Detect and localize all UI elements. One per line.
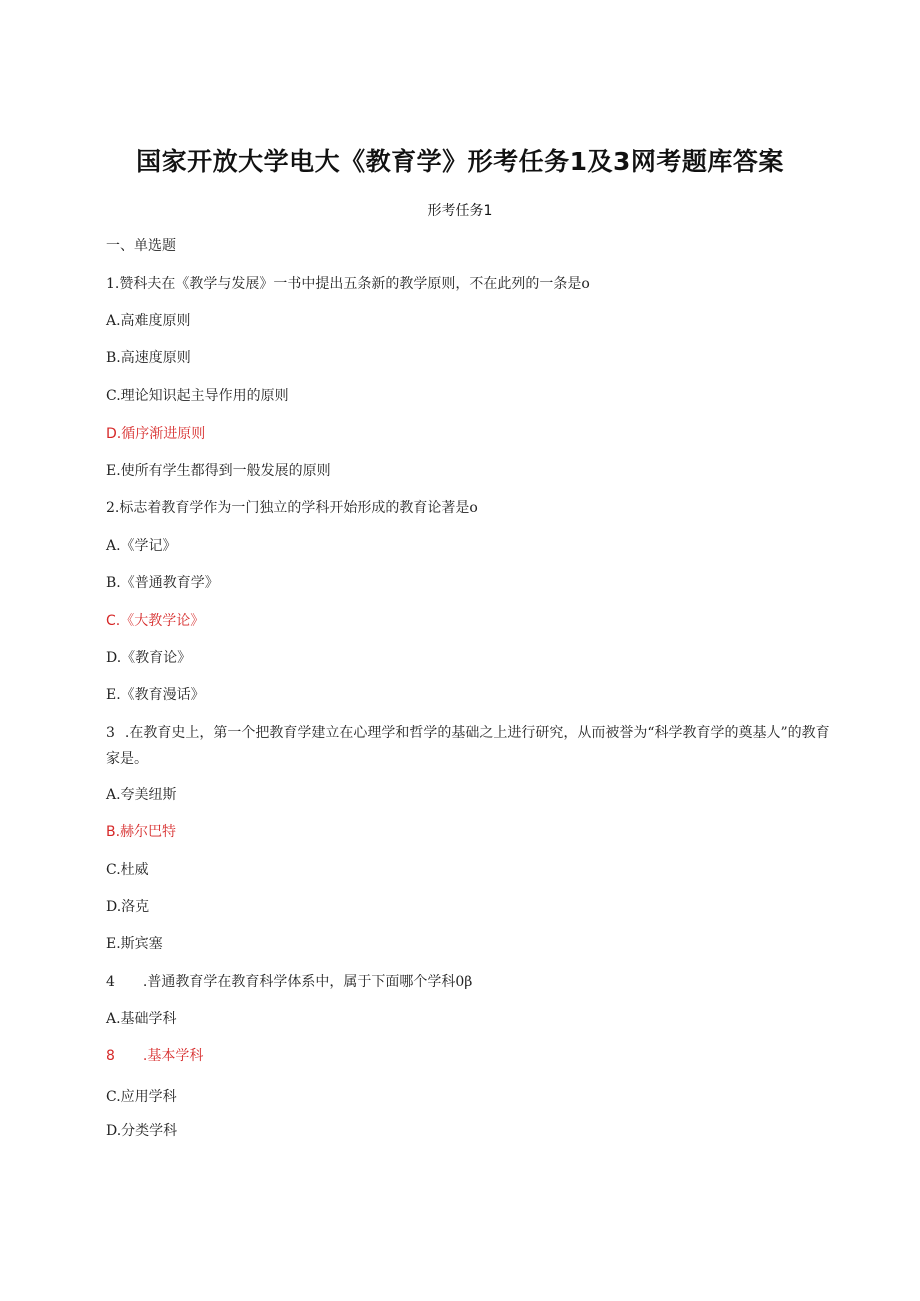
q1-option-b: B.高速度原则: [106, 350, 191, 366]
q2-option-a: A.《学记》: [106, 538, 177, 554]
q4-option-b-number: 8: [106, 1048, 115, 1064]
question-3-number: 3: [106, 725, 115, 741]
question-3-text: .在教育史上，第一个把教育学建立在心理学和哲学的基础之上进行研究，从而被誉为“科学教育学的奠基人”的教育家是。: [106, 725, 830, 767]
question-2-stem: 2.标志着教育学作为一门独立的学科开始形成的教育论著是o: [106, 500, 478, 516]
q3-option-a: A.夸美纽斯: [106, 787, 177, 803]
q4-option-b-text: .基本学科: [142, 1048, 204, 1064]
q1-option-a: A.高难度原则: [106, 313, 191, 329]
q3-option-e: E.斯宾塞: [106, 936, 163, 952]
document-title: 国家开放大学电大《教育学》形考任务1及3网考题库答案: [136, 147, 784, 176]
question-3-stem: [106, 720, 836, 772]
q2-option-e: E.《教育漫话》: [106, 687, 205, 703]
question-4-text: .普通教育学在教育科学体系中，属于下面哪个学科0β: [142, 974, 473, 990]
q1-option-d-correct: D.循序渐进原则: [106, 426, 206, 442]
q3-option-c: C.杜威: [106, 862, 149, 878]
q3-option-d: D.洛克: [106, 899, 150, 915]
question-4-stem: [106, 972, 472, 992]
question-1-stem: 1.赞科夫在《教学与发展》一书中提出五条新的教学原则，不在此列的一条是o: [106, 276, 590, 292]
q4-option-d: D.分类学科: [106, 1123, 178, 1139]
q4-option-b-correct: [106, 1046, 203, 1066]
document-subtitle: 形考任务1: [427, 203, 493, 219]
q4-option-c: C.应用学科: [106, 1089, 177, 1105]
q2-option-b: B.《普通教育学》: [106, 575, 219, 591]
q2-option-c-correct: C.《大教学论》: [106, 613, 205, 629]
q2-option-d: D.《教育论》: [106, 650, 192, 666]
question-4-number: 4: [106, 974, 115, 990]
section-heading: 一、单选题: [106, 238, 176, 254]
q4-option-a: A.基础学科: [106, 1011, 177, 1027]
q1-option-e: E.使所有学生都得到一般发展的原则: [106, 463, 331, 479]
q3-option-b-correct: B.赫尔巴特: [106, 824, 177, 840]
q1-option-c: C.理论知识起主导作用的原则: [106, 388, 289, 404]
